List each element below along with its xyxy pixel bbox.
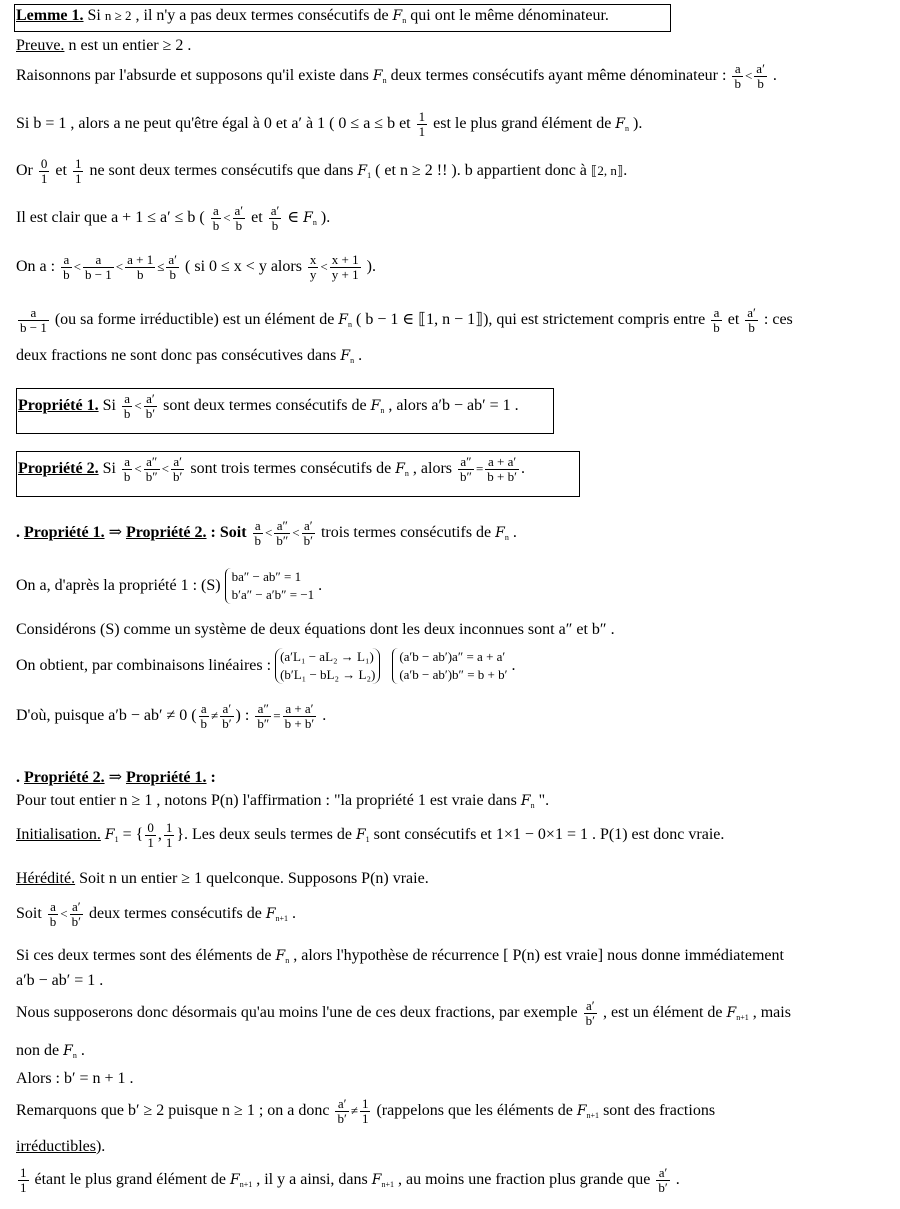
equation-system: ba″ − ab″ = 1 b′a″ − a′b″ = −1: [225, 568, 315, 604]
fraction-part: b: [169, 266, 176, 282]
text-line: Considérons (S) comme un système de deux équations dont les deux inconnues sont a″ et b″ .: [16, 621, 615, 638]
fraction-part: b: [748, 319, 755, 335]
fraction-part: 1: [165, 820, 173, 835]
fraction-part: b: [200, 715, 208, 731]
fraction: [61, 253, 72, 281]
fraction: [745, 306, 758, 334]
fraction-part: 1: [40, 170, 48, 186]
fraction-part: a′: [302, 519, 315, 534]
fraction: [144, 392, 157, 420]
text-line: deux fractions ne sont donc pas consécutives dans $F_n$ .: [16, 347, 363, 365]
text-line: Soit $\frac{a}{b}$ < $\frac{a'}{b'}$ deux termes consécutifs de $F_{n+1}$ .: [16, 899, 297, 929]
fraction: [269, 204, 282, 232]
fraction: [302, 519, 315, 547]
lemma-statement: Lemme 1. Si n ≥ 2 , il n'y a pas deux termes consécutifs de $F_n$ qui ont le même dénominateur.: [16, 7, 609, 25]
fraction-part: b + b′: [284, 715, 315, 731]
fraction-part: a: [122, 392, 133, 407]
fraction-part: a″: [144, 455, 160, 470]
fraction: [145, 821, 156, 849]
fraction-part: x: [309, 252, 317, 267]
section-heading: . Propriété 2. ⇒ Propriété 1. :: [16, 769, 216, 786]
fraction-part: a′: [747, 305, 756, 320]
fraction-part: a′: [584, 999, 597, 1014]
equation-system: (a′b − ab′)a″ = a + a′ (a′b − ab′)b″ = b + b′: [392, 648, 507, 684]
fraction-part: a′: [70, 900, 83, 915]
fraction: [122, 392, 133, 420]
fraction: [458, 455, 474, 483]
fraction: [233, 204, 246, 232]
text-line: Initialisation. $F_1$ = { $\frac{0}{1}$ , $\frac{1}{1}$ }. Les deux seuls termes de $F_1$ sont consécutifs et 1×1 − 0×1 = 1 . P(1) est donc vraie.: [16, 820, 725, 850]
fraction-part: b′: [303, 532, 313, 548]
fraction-part: a″: [255, 702, 271, 717]
property-2: Propriété 2. Si $\frac{a}{b}$ < $\frac{a''}{b''}$ < $\frac{a'}{b'}$ sont trois termes consécutifs de $F_n$ , alors $\frac{a''}{b''}$ = $\frac{a + a'}{b + b'}$ .: [18, 454, 525, 484]
fraction: [255, 702, 271, 730]
fraction-part: b″: [257, 715, 270, 731]
fraction-part: 1: [361, 1096, 369, 1111]
fraction: [283, 702, 317, 730]
property-2-label: Propriété 2.: [18, 459, 99, 477]
fraction: [711, 306, 722, 334]
fraction-part: a″: [274, 519, 290, 534]
fraction-part: 1: [418, 123, 426, 139]
fraction: [48, 900, 59, 928]
fraction: [144, 455, 160, 483]
text-line: Si b = 1 , alors a ne peut qu'être égal à 0 et a′ à 1 ( 0 ≤ a ≤ b et $\frac{1}{1}$ est le plus grand élément de $F_n$ ).: [16, 109, 643, 139]
fraction-part: 1: [20, 1179, 27, 1195]
text-line: Alors : b′ = n + 1 .: [16, 1070, 134, 1087]
fraction: [220, 702, 233, 730]
text-line: Pour tout entier n ≥ 1 , notons P(n) l'affirmation : "la propriété 1 est vraie dans $F_n$ ".: [16, 792, 550, 810]
fraction-part: b: [254, 532, 262, 548]
text-line: $\frac{1}{1}$ étant le plus grand élément de $F_{n+1}$ , il y a ainsi, dans $F_{n+1}$ , au moins une fraction plus grande que $\frac{a'}{b'}$ .: [20, 1165, 680, 1195]
fraction-part: a: [83, 253, 114, 268]
fraction-part: b: [136, 266, 144, 282]
fraction-part: b′: [71, 913, 81, 929]
fraction-part: a + a′: [485, 455, 519, 470]
fraction: [171, 455, 184, 483]
initialisation-label: Initialisation.: [16, 825, 101, 843]
fraction: [39, 157, 50, 185]
fraction-part: a: [122, 455, 133, 470]
fraction: [199, 702, 210, 730]
fraction: [335, 1097, 348, 1125]
text-line: On a, d'après la propriété 1 : (S) ba″ − ab″ = 1 b′a″ − a′b″ = −1 .: [16, 568, 322, 604]
fraction: [18, 1166, 29, 1194]
fraction-part: b′: [173, 468, 183, 484]
fraction-part: a′: [234, 203, 244, 218]
fraction-part: a′: [171, 455, 184, 470]
fraction-part: y + 1: [331, 266, 359, 282]
fraction: [122, 455, 133, 483]
fraction: [308, 253, 319, 281]
fraction-part: a: [253, 519, 264, 534]
fraction-part: a′: [220, 702, 233, 717]
fraction: [656, 1166, 669, 1194]
fraction-part: b: [757, 75, 764, 91]
fraction-part: b′: [337, 1110, 347, 1126]
fraction-part: a + 1: [127, 252, 154, 267]
fraction-part: y: [309, 266, 317, 282]
fraction-part: b″: [460, 468, 472, 484]
text-line: Hérédité. Soit n un entier ≥ 1 quelconque. Supposons P(n) vraie.: [16, 870, 429, 887]
fraction-part: 0: [40, 156, 48, 171]
fraction-part: 1: [74, 156, 82, 171]
fraction: [253, 519, 264, 547]
property-1: Propriété 1. Si $\frac{a}{b}$ < $\frac{a'}{b'}$ sont deux termes consécutifs de $F_n$ , alors a′b − ab′ = 1 .: [18, 391, 519, 421]
fraction-part: b: [63, 266, 70, 282]
fraction-part: b″: [145, 468, 158, 484]
fraction-part: b: [49, 913, 57, 929]
text-line: On obtient, par combinaisons linéaires : (a′L₁ − aL₂ → L₁) (b′L₁ − bL₂ → L₂) (a′b − ab′)a″ = a + a′ (a′b − ab′)b″ = b + b′ .: [16, 648, 515, 684]
fraction-part: b: [713, 319, 720, 335]
fraction: [125, 253, 155, 281]
fraction: [274, 519, 290, 547]
proof-header: Preuve. n est un entier ≥ 2 .: [16, 37, 192, 54]
text-line: Il est clair que a + 1 ≤ a′ ≤ b ( $\frac{a}{b}$ < $\frac{a'}{b}$ et $\frac{a'}{b}$ ∈ $F_n$ ).: [16, 203, 331, 233]
fraction: [73, 157, 84, 185]
fraction-part: a: [18, 306, 49, 321]
fraction-part: a′: [144, 392, 157, 407]
fraction-part: b: [123, 468, 131, 484]
fraction-part: b′: [585, 1012, 595, 1028]
fraction-part: b: [123, 405, 131, 421]
fraction: [18, 306, 49, 334]
fraction-part: b′: [222, 715, 232, 731]
fraction: [732, 62, 743, 90]
text-line: a′b − ab′ = 1 .: [16, 972, 104, 989]
fraction-part: b: [212, 217, 220, 233]
heredite-label: Hérédité.: [16, 870, 76, 887]
fraction-part: a′: [335, 1097, 348, 1112]
fraction-part: 1: [20, 1165, 27, 1180]
fraction-part: a: [211, 204, 222, 219]
fraction-part: a′: [168, 252, 178, 267]
fraction: [754, 62, 767, 90]
fraction-part: b″: [276, 532, 289, 548]
fraction-part: a′: [656, 1166, 669, 1181]
fraction-part: 1: [74, 170, 82, 186]
fraction-part: a″: [458, 455, 474, 470]
fraction-part: a + a′: [283, 702, 317, 717]
fraction: [166, 253, 179, 281]
fraction-part: 1: [147, 834, 154, 850]
text-line: Or $\frac{0}{1}$ et $\frac{1}{1}$ ne sont deux termes consécutifs que dans $F_1$ ( et n ≥ 2 !! ). b appartient donc à ⟦2, n⟧.: [16, 156, 628, 186]
fraction-part: x + 1: [331, 252, 359, 267]
fraction: [211, 204, 222, 232]
fraction-part: b: [734, 75, 741, 91]
text-line: On a : $\frac{a}{b}$ < $\frac{a}{b - 1}$ < $\frac{a + 1}{b}$ ≤ $\frac{a'}{b}$ ( si 0 ≤ x < y alors $\frac{x}{y}$ < $\frac{x + 1}{y + 1}$ ).: [16, 252, 376, 282]
proof-label: Preuve.: [16, 37, 65, 54]
fraction: [360, 1097, 371, 1125]
text-line: non de $F_n$ .: [16, 1042, 85, 1060]
fraction-part: 1: [361, 1110, 369, 1126]
section-heading: . Propriété 1. ⇒ Propriété 2. : Soit $\frac{a}{b}$ < $\frac{a''}{b''}$ < $\frac{a'}{b'}$ trois termes consécutifs de $F_n$ .: [16, 518, 517, 548]
fraction-part: a′: [270, 203, 280, 218]
fraction-part: a: [199, 702, 210, 717]
fraction-part: a: [711, 306, 722, 321]
fraction: [330, 253, 361, 281]
fraction-part: a: [732, 62, 743, 77]
fraction-part: b: [271, 217, 279, 233]
text-line: Raisonnons par l'absurde et supposons qu'il existe dans $F_n$ deux termes consécutifs ayant même dénominateur : $\frac{a}{b}$ < $\frac{a'}{b}$ .: [16, 61, 777, 91]
text-line: D'où, puisque a′b − ab′ ≠ 0 ( $\frac{a}{b}$ ≠ $\frac{a'}{b'}$ ) : $\frac{a''}{b''}$ = $\frac{a + a'}{b + b'}$ .: [16, 701, 327, 731]
fraction-part: b − 1: [20, 319, 47, 335]
fraction-part: a′: [756, 61, 765, 76]
fraction-part: b′: [658, 1179, 668, 1195]
fraction: [83, 253, 114, 281]
text-line: irréductibles).: [16, 1138, 106, 1155]
fraction-part: b + b′: [487, 468, 517, 484]
fraction-part: b − 1: [84, 266, 112, 282]
farey-symbol: F: [392, 8, 403, 24]
fraction-part: 0: [147, 820, 154, 835]
fraction-part: b′: [145, 405, 156, 421]
property-1-label: Propriété 1.: [18, 396, 99, 414]
fraction-part: a: [61, 253, 72, 268]
text-line: Remarquons que b′ ≥ 2 puisque n ≥ 1 ; on a donc $\frac{a'}{b'}$ ≠ $\frac{1}{1}$ (rappelons que les éléments de $F_{n+1}$ sont des fractions: [16, 1096, 716, 1126]
fraction: [417, 110, 428, 138]
text-line: Nous supposerons donc désormais qu'au moins l'une de ces deux fractions, par exemple $\frac{a'}{b'}$ , est un élément de $F_{n+1}$ , mais: [16, 998, 791, 1028]
text-line: Si ces deux termes sont des éléments de $F_n$ , alors l'hypothèse de récurrence [ P(n) est vraie] nous donne immédiatement: [16, 947, 784, 965]
fraction: [584, 999, 597, 1027]
fraction-part: 1: [418, 109, 426, 124]
fraction-part: 1: [165, 834, 173, 850]
text-line: $\frac{a}{b - 1}$ (ou sa forme irréductible) est un élément de $F_n$ ( b − 1 ∈ ⟦1, n − 1⟧), qui est strictement compris entre $\frac{a}{b}$ et $\frac{a'}{b}$ : ces: [20, 305, 793, 335]
fraction: [485, 455, 519, 483]
lemma-label: Lemme 1.: [16, 7, 84, 24]
fraction-part: b: [235, 217, 243, 233]
combination-ops: (a′L₁ − aL₂ → L₁) (b′L₁ − bL₂ → L₂): [275, 648, 380, 684]
fraction-part: a: [48, 900, 59, 915]
fraction: [164, 821, 175, 849]
fraction: [70, 900, 83, 928]
